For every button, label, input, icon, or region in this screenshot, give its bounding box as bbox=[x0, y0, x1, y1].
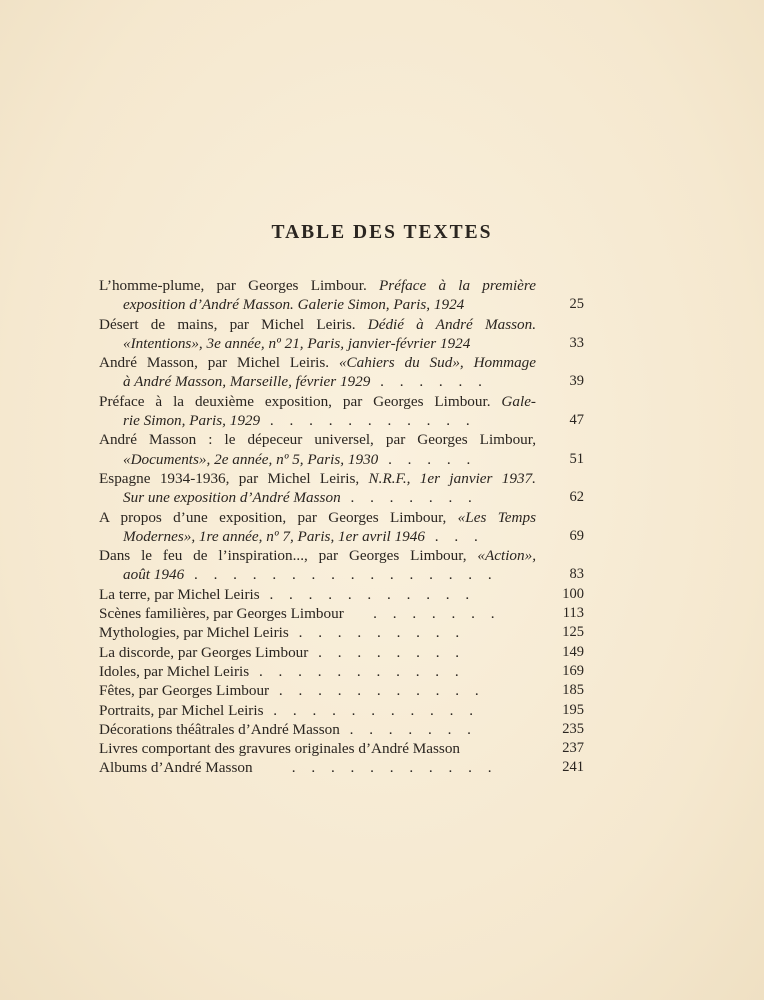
toc-entry-text: Idoles, par Michel Leiris bbox=[99, 662, 250, 680]
dot-leader: . . . . . . . . . . . bbox=[249, 662, 465, 680]
toc-entry-text-italic: «Documents», 2e année, nº 5, Paris, 1930 bbox=[123, 450, 379, 468]
toc-entry-line bbox=[99, 372, 584, 391]
toc-entry-text-italic: «Intentions», 3e année, nº 21, Paris, janvier-février 1924 bbox=[123, 334, 471, 352]
toc-entry-text-italic: exposition d’André Masson. Galerie Simon, Paris, 1924 bbox=[123, 296, 465, 314]
toc-entry bbox=[99, 758, 584, 777]
toc-entry-line bbox=[99, 411, 584, 430]
toc-entry-text: Désert de mains, par Michel Leiris. bbox=[99, 315, 368, 333]
toc-entry bbox=[99, 662, 584, 681]
toc-entry-line bbox=[99, 295, 584, 314]
toc-entry-line bbox=[99, 739, 584, 758]
toc-entry bbox=[99, 701, 584, 720]
toc-entry bbox=[99, 546, 584, 585]
toc-entry-line bbox=[99, 527, 584, 546]
toc-entry-line bbox=[99, 623, 584, 642]
toc-entry-text: Décorations théâtrales d’André Masson bbox=[99, 720, 340, 738]
toc-entry-line bbox=[99, 681, 584, 700]
toc-entry-text-italic: Sur une exposition d’André Masson bbox=[123, 489, 341, 507]
toc-entry-text-italic: Modernes», 1re année, nº 7, Paris, 1er avril 1946 bbox=[123, 527, 425, 545]
dot-leader: . . . . . . . bbox=[340, 489, 478, 507]
dot-leader: . . . . . . . . . . . bbox=[259, 585, 476, 603]
dot-leader: . . . . . . . bbox=[339, 720, 477, 738]
dot-leader: . . . . . . . . . . . bbox=[260, 412, 476, 430]
toc-entry-text: La discorde, par Georges Limbour bbox=[99, 643, 309, 661]
toc-entry-line bbox=[99, 758, 584, 777]
toc-entry bbox=[99, 315, 584, 354]
toc-entry-text: Livres comportant des gravures originales d’André Masson bbox=[99, 740, 461, 758]
toc-page-number: 100 bbox=[562, 585, 584, 602]
toc-entry-text: A propos d’une exposition, par Georges Limbour, bbox=[99, 508, 458, 526]
toc-entry bbox=[99, 623, 584, 642]
dot-leader: . . . bbox=[424, 527, 484, 545]
toc-page-number: 25 bbox=[569, 296, 584, 313]
toc-entry-line bbox=[99, 546, 584, 565]
toc-entry-text: Espagne 1934-1936, par Michel Leiris, bbox=[99, 469, 369, 487]
toc-entry-text-italic: août 1946 bbox=[123, 566, 185, 584]
toc-entry-line bbox=[99, 643, 584, 662]
toc-page-number: 149 bbox=[562, 643, 584, 660]
dot-leader: . . . . . . . . bbox=[308, 643, 466, 661]
toc-page-number: 169 bbox=[562, 662, 584, 679]
toc-entry bbox=[99, 604, 584, 623]
dot-leader: . . . . . . . bbox=[343, 605, 501, 623]
toc-entry bbox=[99, 469, 584, 508]
toc-page-number: 185 bbox=[562, 682, 584, 699]
toc-entry-text: La terre, par Michel Leiris bbox=[99, 585, 260, 603]
toc-page-number: 51 bbox=[569, 450, 584, 467]
toc-entry bbox=[99, 392, 584, 431]
toc-entry-line bbox=[99, 662, 584, 681]
toc-entry-text: André Masson : le dépeceur universel, par Georges Limbour, bbox=[99, 431, 536, 449]
toc-entry-text-italic: Préface à la première bbox=[379, 277, 536, 294]
toc-page-number: 235 bbox=[562, 720, 584, 737]
page-title: TABLE DES TEXTES bbox=[271, 222, 493, 243]
toc-entry-text-italic: Gale- bbox=[501, 392, 536, 410]
toc-entry bbox=[99, 430, 584, 469]
toc-entry-text: Fêtes, par Georges Limbour bbox=[99, 682, 270, 700]
dot-leader: . . . . . . . . . . . bbox=[263, 701, 480, 719]
toc-entry-text: Albums d’André Masson bbox=[99, 759, 253, 777]
dot-leader: . . . . . . . . . bbox=[288, 624, 466, 642]
toc-entry-text-italic: N.R.F., 1er janvier 1937. bbox=[368, 469, 536, 487]
dot-leader: . . . . . . bbox=[370, 373, 488, 391]
toc-entry bbox=[99, 720, 584, 739]
toc-entry-line bbox=[99, 334, 584, 353]
toc-entry-line bbox=[99, 353, 584, 372]
toc-entry bbox=[99, 276, 584, 315]
toc-page-number: 125 bbox=[562, 624, 584, 641]
toc-page-number: 113 bbox=[562, 605, 584, 622]
toc-page-number: 62 bbox=[569, 489, 584, 506]
toc-entry-text: Préface à la deuxième exposition, par Georges Limbour. bbox=[99, 392, 502, 410]
toc-entry-line bbox=[99, 450, 584, 469]
toc-entry-text-italic: rie Simon, Paris, 1929 bbox=[123, 412, 261, 430]
toc-entry-text: Dans le feu de l’inspiration..., par Georges Limbour, bbox=[99, 547, 478, 565]
toc-entry bbox=[99, 681, 584, 700]
toc-entry-line bbox=[99, 315, 584, 334]
toc-entry-text-italic: «Cahiers du Sud», Hommage bbox=[338, 354, 536, 372]
toc-page-number: 69 bbox=[569, 527, 584, 544]
toc-entry-line bbox=[99, 604, 584, 623]
toc-entry-text: Portraits, par Michel Leiris bbox=[99, 701, 264, 719]
toc-entry-text-italic: à André Masson, Marseille, février 1929 bbox=[123, 373, 371, 391]
toc-page-number: 241 bbox=[562, 759, 584, 776]
dot-leader: . . . . . . . . . . . . . . . . bbox=[184, 566, 498, 584]
toc-entry-line bbox=[99, 392, 584, 411]
toc-entry-text: Mythologies, par Michel Leiris bbox=[99, 624, 289, 642]
toc-entry-line bbox=[99, 565, 584, 584]
toc-page-number: 39 bbox=[569, 373, 584, 390]
dot-leader: . . . . . . . . . . . bbox=[269, 682, 485, 700]
toc-entry bbox=[99, 508, 584, 547]
toc-entry-line bbox=[99, 276, 584, 295]
toc-entry bbox=[99, 643, 584, 662]
toc-entry bbox=[99, 739, 584, 758]
table-of-contents bbox=[99, 276, 584, 778]
dot-leader: . . . . . bbox=[378, 450, 477, 468]
toc-entry-line bbox=[99, 488, 584, 507]
toc-page-number: 237 bbox=[562, 740, 584, 757]
toc-entry-line bbox=[99, 701, 584, 720]
toc-entry-line bbox=[99, 720, 584, 739]
toc-entry-text: André Masson, par Michel Leiris. bbox=[99, 354, 339, 372]
toc-entry-text-italic: Dédié à André Masson. bbox=[367, 315, 537, 333]
toc-entry-line bbox=[99, 469, 584, 488]
toc-entry-text-italic: «Action», bbox=[477, 547, 536, 565]
toc-page-number: 33 bbox=[569, 334, 584, 351]
toc-entry-line bbox=[99, 508, 584, 527]
dot-leader: . . . . . . . . . . . bbox=[252, 759, 498, 777]
toc-entry-text-italic: «Les Temps bbox=[457, 508, 536, 526]
toc-entry-text: Scènes familières, par Georges Limbour bbox=[99, 605, 344, 623]
toc-entry-line bbox=[99, 585, 584, 604]
toc-entry bbox=[99, 585, 584, 604]
toc-entry-line bbox=[99, 430, 584, 449]
toc-entry bbox=[99, 353, 584, 392]
toc-entry-text: L’homme-plume, par Georges Limbour. bbox=[99, 277, 380, 294]
toc-page-number: 47 bbox=[569, 412, 584, 429]
toc-page-number: 195 bbox=[562, 701, 584, 718]
toc-page-number: 83 bbox=[569, 566, 584, 583]
